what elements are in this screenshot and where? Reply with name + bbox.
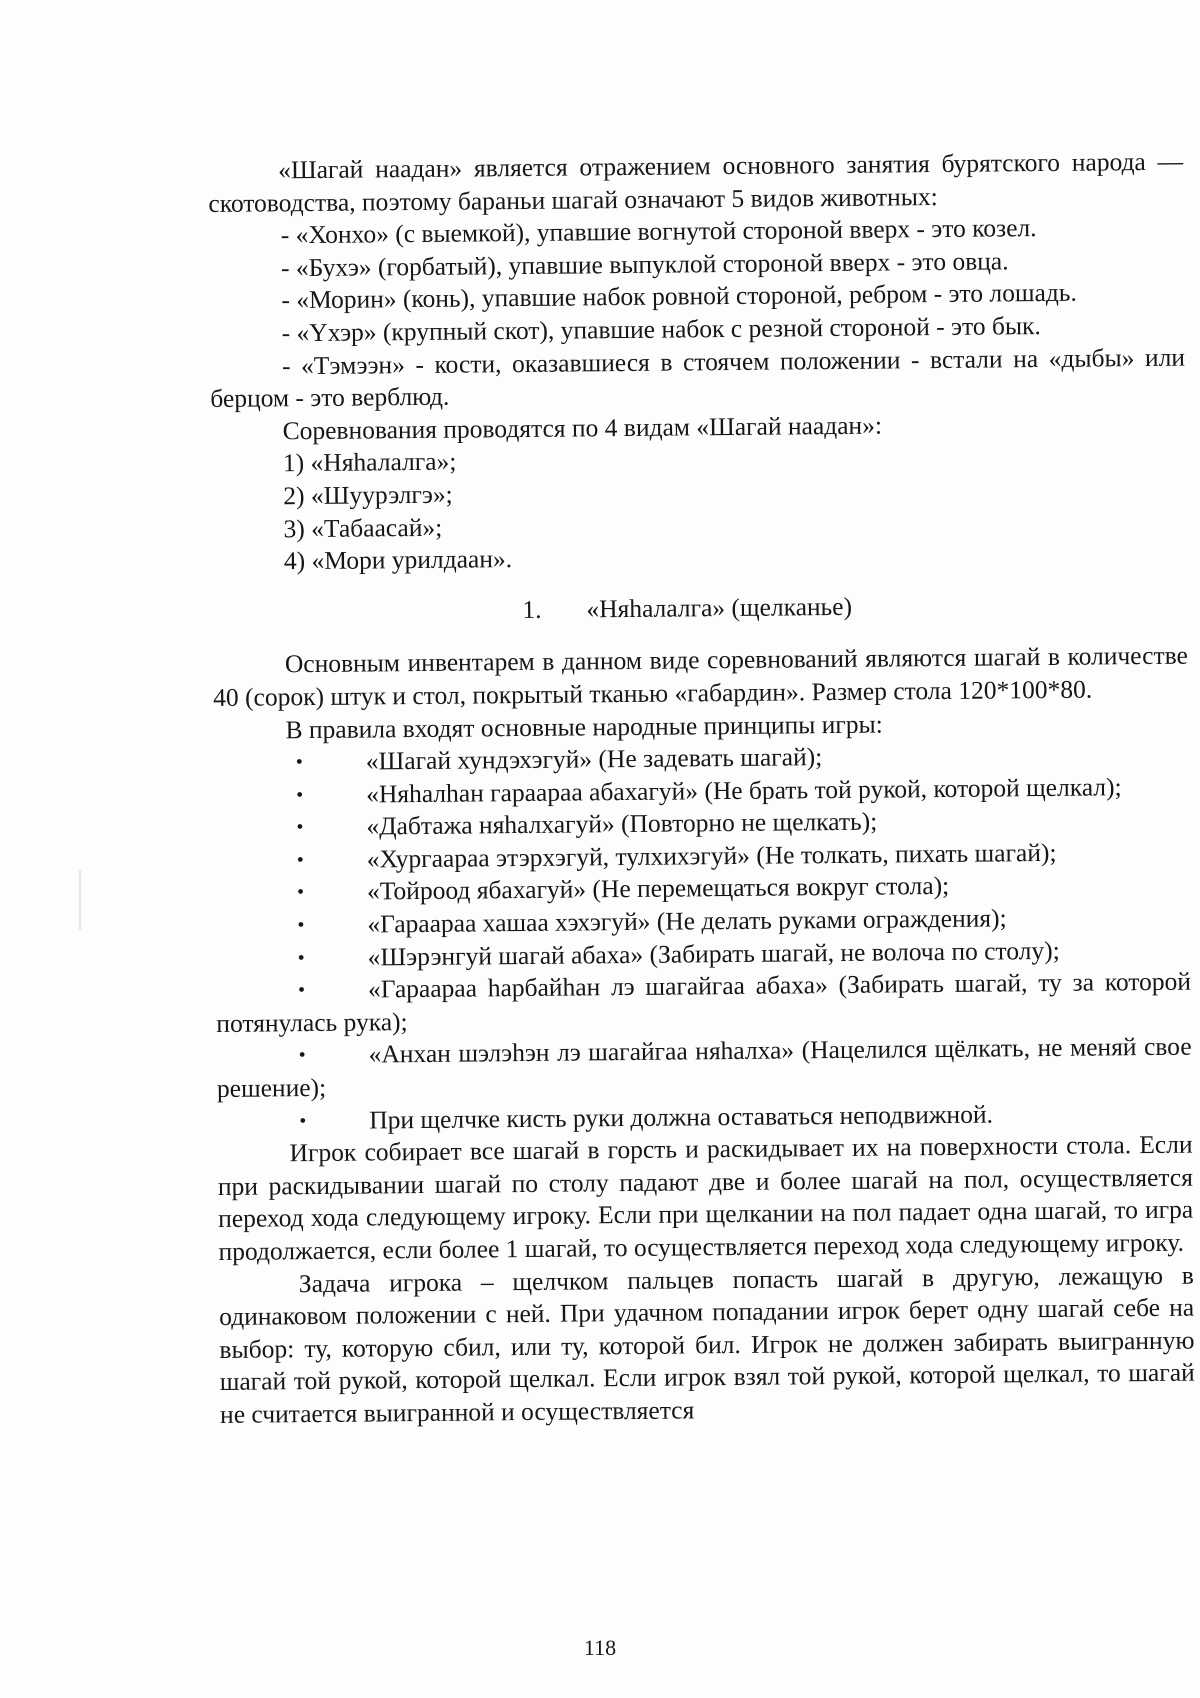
- animal-item-ukher: - «Үхэр» (крупный скот), упавшие набок с резной стороной - это бык.: [281, 310, 1041, 348]
- task-paragraph: Задача игрока – щелчком пальцев попасть шагай в другую, лежащую в одинаковом положении с ней. При удачном попадании игрок берет одну шагай себе на выбор: ту, которую сбил, или ту, которой бил. Игрок не должен забирать выигранную шагай той рукой, которой щелкал. Если игрок взял той рукой, которой щелкал, то шагай не считается выигранной и осуществляется: [219, 1260, 1195, 1429]
- bullet-icon: •: [297, 979, 306, 1002]
- rules-intro: В правила входят основные народные принципы игры:: [285, 709, 883, 744]
- bullet-icon: •: [296, 848, 304, 872]
- rules-list: [214, 738, 1193, 1138]
- competition-type-item: 3) «Табаасай»;: [283, 512, 443, 543]
- bullet-icon: •: [299, 1109, 307, 1132]
- rule-item: • «Гараараа hарбайhан лэ шагайгаа абаха» (Забирать шагай, ту за которой потянулась рука);: [216, 966, 1192, 1038]
- section-heading: [212, 587, 1187, 629]
- rule-item: • При щелчке кисть руки должна оставаться неподвижной.: [217, 1096, 1192, 1138]
- rule-item: • «Шэрэнгуй шагай абаха» (Забирать шагай, не волоча по столу);: [216, 933, 1191, 975]
- competition-type-item: 2) «Шуурэлгэ»;: [283, 479, 453, 511]
- section-heading-title: «Няhалалга» (щелканье): [586, 591, 853, 624]
- page-number: 118: [583, 1635, 617, 1660]
- intro-paragraph: «Шагай наадан» является отражением основного занятия бурятского народа — скотоводства, поэтому бараньи шагай означают 5 видов животных:: [208, 146, 1184, 218]
- rule-item: • «Хургаараа этэрхэгуй, тулхихэгуй» (Не толкать, пихать шагай);: [215, 835, 1190, 877]
- section-heading-number: 1.: [522, 594, 542, 624]
- rule-item: • «Тойроод ябахагуй» (Не перемещаться вокруг стола);: [215, 868, 1190, 910]
- animal-item-bukhe: - «Бухэ» (горбатый), упавшие выпуклой стороной вверх - это овца.: [280, 246, 1009, 283]
- bullet-icon: •: [298, 1044, 306, 1067]
- animal-item-temeen: - «Тэмээн» - кости, оказавшиеся в стоячем положении - встали на «дыбы» или берцом - это верблюд.: [210, 342, 1186, 414]
- bullet-icon: •: [295, 751, 303, 774]
- gameplay-paragraph: Игрок собирает все шагай в горсть и раскидывает их на поверхности стола. Если при раскидывании шагай по столу падают две и более шагай на пол, осуществляется переход хода следующему игроку. Если при щелкании на пол падает одна шагай, то игра продолжается, если более 1 шагай, то осуществляется переход хода следующему игроку.: [217, 1129, 1194, 1266]
- rule-item: • «Гараараа хашаа хэхэгуй» (Не делать руками ограждения);: [215, 901, 1190, 943]
- bullet-icon: •: [297, 914, 305, 937]
- bullet-icon: •: [297, 946, 305, 969]
- rule-item: • «Шагай хундэхэгуй» (Не задевать шагай);: [214, 738, 1189, 780]
- competitions-intro: Соревнования проводятся по 4 видам «Шагай наадан»:: [282, 410, 883, 446]
- animal-item-khonkho: - «Хонхо» (с выемкой), упавшие вогнутой стороной вверх - это козел.: [280, 213, 1037, 250]
- bullet-icon: •: [296, 816, 304, 839]
- document-body: [208, 146, 1195, 1432]
- equipment-paragraph: Основным инвентарем в данном виде соревнований являются шагай в количестве 40 (сорок) штук и стол, покрытый тканью «габардин». Размер стола 120*100*80.: [213, 640, 1188, 712]
- competition-type-item: 4) «Мори урилдаан».: [283, 544, 513, 576]
- rule-item: • «Няhалhан гараараа абахагуй» (Не брать той рукой, которой щелкал);: [214, 770, 1189, 812]
- animal-item-morin: - «Морин» (конь), упавшие набок ровной стороной, ребром - это лошадь.: [281, 278, 1077, 315]
- bullet-icon: •: [296, 783, 304, 806]
- competition-type-item: 1) «Няhалалга»;: [282, 446, 457, 478]
- rule-item: • «Анхан шэлэhэн лэ шагайгаа няhалха» (Нацелился щёлкать, не меняй свое решение);: [216, 1032, 1192, 1103]
- rule-item: • «Дабтажа няhалхагуй» (Повторно не щелкать);: [214, 803, 1189, 845]
- bullet-icon: •: [296, 881, 305, 904]
- competition-type-list: [211, 439, 1187, 579]
- animal-list: [209, 211, 1185, 351]
- scan-margin-mark: [79, 870, 81, 930]
